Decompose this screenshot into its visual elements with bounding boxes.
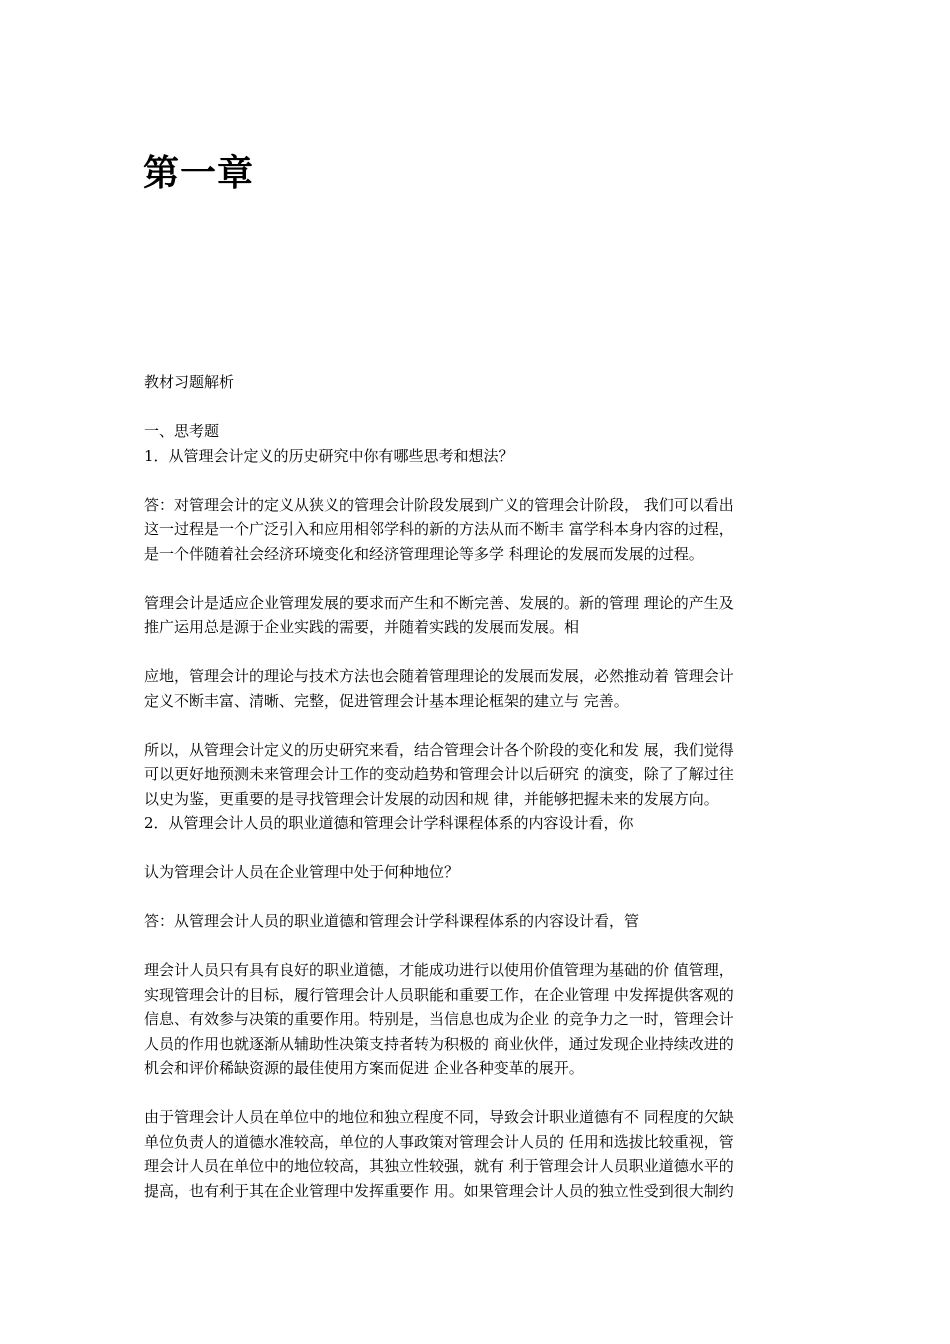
text-line: 可以更好地预测未来管理会计工作的变动趋势和管理会计以后研究 的演变，除了了解过往 xyxy=(144,765,734,783)
text-line: 信息、有效参与决策的重要作用。特别是，当信息也成为企业 的竞争力之一时，管理会计 xyxy=(144,1010,734,1028)
text-line: 由于管理会计人员在单位中的地位和独立程度不同，导致会计职业道德有不 同程度的欠缺 xyxy=(144,1108,734,1126)
text-line: 答：从管理会计人员的职业道德和管理会计学科课程体系的内容设计看，管 xyxy=(144,912,640,930)
text-line: 单位负责人的道德水准较高，单位的人事政策对管理会计人员的 任用和选拔比较重视，管 xyxy=(144,1132,734,1151)
blank-line xyxy=(144,640,808,665)
text-line: 理会计人员只有具有良好的职业道德，才能成功进行以使用价值管理为基础的价 值管理， xyxy=(144,961,734,979)
blank-line xyxy=(144,395,808,420)
subsection-heading: 一、思考题 xyxy=(144,422,220,440)
text-line: 这一过程是一个广泛引入和应用相邻学科的新的方法从而不断丰 富学科本身内容的过程， xyxy=(144,520,734,538)
text-line: 理会计人员在单位中的地位较高，其独立性较强，就有 利于管理会计人员职业道德水平的 xyxy=(144,1157,734,1175)
blank-line xyxy=(144,713,808,738)
chapter-title: 第一章 xyxy=(143,153,255,194)
text-line: 管理会计是适应企业管理发展的要求而产生和不断完善、发展的。新的管理 理论的产生及 xyxy=(144,593,734,612)
blank-line xyxy=(144,1081,808,1106)
blank-line xyxy=(144,468,808,493)
text-line: 以史为鉴，更重要的是寻找管理会计发展的动因和规 律，并能够把握未来的发展方向。 xyxy=(144,789,719,808)
text-line: 人员的作用也就逐渐从辅助性决策支持者转为积极的 商业伙伴，通过发现企业持续改进的 xyxy=(144,1034,734,1053)
question-2: 2．从管理会计人员的职业道德和管理会计学科课程体系的内容设计看，你 xyxy=(144,814,634,832)
text-line: 定义不断丰富、清晰、完整，促进管理会计基本理论框架的建立与 完善。 xyxy=(144,691,629,710)
text-line: 答：对管理会计的定义从狭义的管理会计阶段发展到广义的管理会计阶段， 我们可以看出 xyxy=(144,495,734,514)
blank-line xyxy=(144,934,808,959)
text-line: 所以，从管理会计定义的历史研究来看，结合管理会计各个阶段的变化和发 展，我们觉得 xyxy=(144,740,734,759)
blank-line xyxy=(144,566,808,591)
body-text xyxy=(144,370,808,1203)
text-line: 实现管理会计的目标，履行管理会计人员职能和重要工作，在企业管理 中发挥提供客观的 xyxy=(144,985,734,1004)
text-line: 推广运用总是源于企业实践的需要，并随着实践的发展而发展。相 xyxy=(144,618,580,636)
text-line: 提高，也有利于其在企业管理中发挥重要作 用。如果管理会计人员的独立性受到很大制约 xyxy=(144,1181,734,1200)
text-line: 认为管理会计人员在企业管理中处于何种地位？ xyxy=(144,863,460,881)
text-line: 机会和评价稀缺资源的最佳使用方案而促进 企业各种变革的展开。 xyxy=(144,1059,584,1077)
question-1: 1．从管理会计定义的历史研究中你有哪些思考和想法？ xyxy=(144,446,514,465)
blank-line xyxy=(144,836,808,861)
blank-line xyxy=(144,885,808,910)
section-heading: 教材习题解析 xyxy=(144,373,235,391)
text-line: 应地，管理会计的理论与技术方法也会随着管理理论的发展而发展，必然推动着 管理会计 xyxy=(144,667,734,685)
text-line: 是一个伴随着社会经济环境变化和经济管理理论等多学 科理论的发展而发展的过程。 xyxy=(144,544,704,563)
